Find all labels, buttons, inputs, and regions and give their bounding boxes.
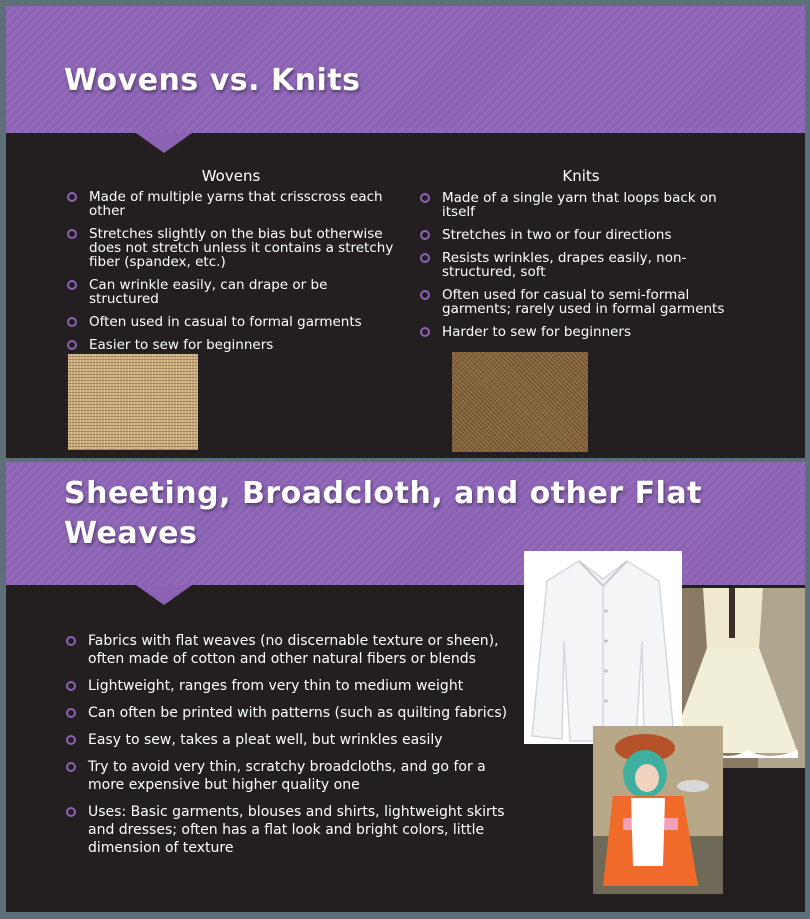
banner-notch	[136, 133, 192, 153]
bullet-circle-icon	[66, 681, 76, 691]
wovens-bullet-list	[67, 190, 397, 361]
bullet-circle-icon	[67, 192, 77, 202]
bullet-circle-icon	[67, 340, 77, 350]
knit-fabric-swatch-image	[452, 352, 588, 452]
list-item: Stretches in two or four directions	[420, 228, 750, 242]
list-item: Easy to sew, takes a pleat well, but wrinkles easily	[66, 731, 526, 749]
white-shirt-photo	[524, 551, 682, 744]
cosplay-outfit-photo	[593, 726, 723, 894]
list-item: Resists wrinkles, drapes easily, non-structured, soft	[420, 251, 750, 279]
list-item: Often used for casual to semi-formal garments; rarely used in formal garments	[420, 288, 750, 316]
bullet-circle-icon	[420, 290, 430, 300]
bullet-circle-icon	[66, 636, 76, 646]
bullet-circle-icon	[420, 193, 430, 203]
list-item: Often used in casual to formal garments	[67, 315, 397, 329]
list-item: Stretches slightly on the bias but otherwise does not stretch unless it contains a stretchy fiber (spandex, etc.)	[67, 227, 397, 269]
bullet-circle-icon	[67, 317, 77, 327]
wovens-heading: Wovens	[201, 167, 261, 185]
list-item: Can often be printed with patterns (such as quilting fabrics)	[66, 704, 526, 722]
list-item: Lightweight, ranges from very thin to medium weight	[66, 677, 526, 695]
bullet-circle-icon	[420, 230, 430, 240]
woven-fabric-swatch-image	[68, 354, 198, 450]
bullet-circle-icon	[67, 280, 77, 290]
list-item: Fabrics with flat weaves (no discernable texture or sheen), often made of cotton and other natural fibers or blends	[66, 632, 526, 668]
slide-title: Sheeting, Broadcloth, and other Flat Weaves	[64, 476, 702, 551]
bullet-circle-icon	[67, 229, 77, 239]
bullet-circle-icon	[420, 253, 430, 263]
slide-wovens-vs-knits	[6, 6, 805, 458]
list-item: Easier to sew for beginners	[67, 338, 397, 352]
list-item: Try to avoid very thin, scratchy broadcloths, and go for a more expensive but higher quality one	[66, 758, 526, 794]
flat-weaves-bullet-list	[66, 632, 526, 866]
knits-bullet-list	[420, 191, 750, 348]
list-item: Made of a single yarn that loops back on itself	[420, 191, 750, 219]
bullet-circle-icon	[66, 762, 76, 772]
list-item: Made of multiple yarns that crisscross each other	[67, 190, 397, 218]
banner-notch	[136, 585, 192, 605]
bullet-circle-icon	[66, 708, 76, 718]
bullet-circle-icon	[420, 327, 430, 337]
list-item: Uses: Basic garments, blouses and shirts, lightweight skirts and dresses; often has a flat look and bright colors, little dimension of texture	[66, 803, 526, 857]
bullet-circle-icon	[66, 807, 76, 817]
list-item: Harder to sew for beginners	[420, 325, 750, 339]
bullet-circle-icon	[66, 735, 76, 745]
slide-title: Wovens vs. Knits	[64, 63, 361, 98]
knits-heading: Knits	[562, 167, 600, 185]
list-item: Can wrinkle easily, can drape or be structured	[67, 278, 397, 306]
